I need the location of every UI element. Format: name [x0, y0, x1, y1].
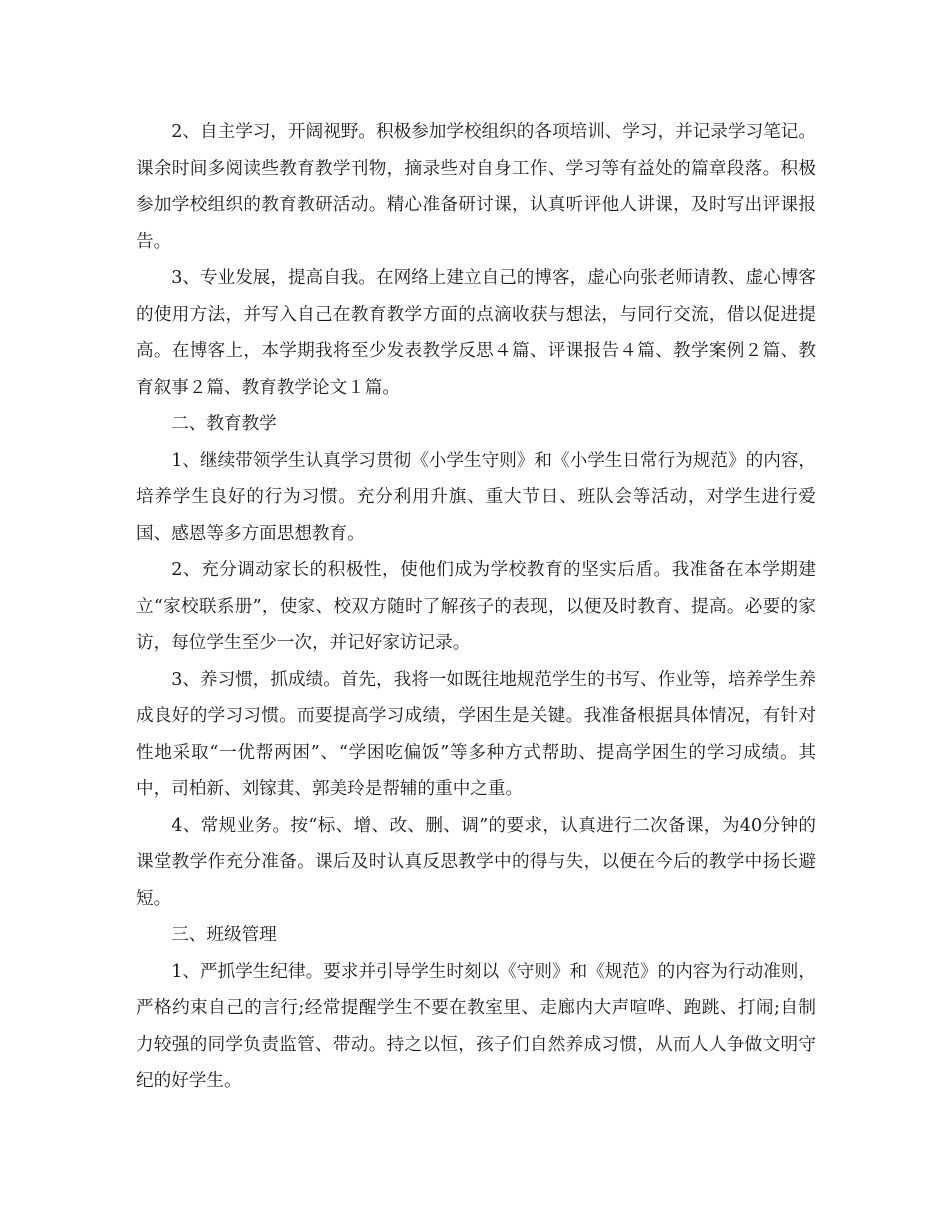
- paragraph-parent-cooperation: 2、充分调动家长的积极性，使他们成为学校教育的坚实后盾。我准备在本学期建立“家校联系册”，使家、校双方随时了解孩子的表现，以便及时教育、提高。必要的家访，每位学生至少一次，并记好家访记录。: [136, 560, 816, 653]
- paragraph-self-study: 2、自主学习，开阔视野。积极参加学校组织的各项培训、学习，并记录学习笔记。课余时间多阅读些教育教学刊物，摘录些对自身工作、学习等有益处的篇章段落。积极参加学校组织的教育教研活动。精心准备研讨课，认真听评他人讲课，及时写出评课报告。: [136, 122, 816, 252]
- paragraph-study-habits: 3、养习惯，抓成绩。首先，我将一如既往地规范学生的书写、作业等，培养学生养成良好的学习习惯。而要提高学习成绩，学困生是关键。我准备根据具体情况，有针对性地采取“一优帮两困”、“学困吃偏饭”等多种方式帮助、提高学困生的学习成绩。其中，司柏新、刘镓萁、郭美玲是帮辅的重中之重。: [136, 669, 816, 799]
- document-body: [136, 114, 816, 1100]
- paragraph-behavior-norms: 1、继续带领学生认真学习贯彻《小学生守则》和《小学生日常行为规范》的内容，培养学生良好的行为习惯。充分利用升旗、重大节日、班队会等活动，对学生进行爱国、感恩等多方面思想教育。: [136, 450, 816, 544]
- paragraph-routine-work: 4、常规业务。按“标、增、改、删、调”的要求，认真进行二次备课，为40分钟的课堂教学作充分准备。课后及时认真反思教学中的得与失，以便在今后的教学中扬长避短。: [136, 815, 816, 909]
- section-heading-teaching: 二、教育教学: [171, 414, 277, 434]
- section-heading-class-management: 三、班级管理: [171, 925, 277, 945]
- paragraph-professional-development: 3、专业发展，提高自我。在网络上建立自己的博客，虚心向张老师请教、虚心博客的使用方法，并写入自己在教育教学方面的点滴收获与想法，与同行交流，借以促进提高。在博客上，本学期我将至少发表教学反思４篇、评课报告４篇、教学案例２篇、教育叙事２篇、教育教学论文１篇。: [136, 268, 816, 398]
- paragraph-discipline: 1、严抓学生纪律。要求并引导学生时刻以《守则》和《规范》的内容为行动准则，严格约束自己的言行;经常提醒学生不要在教室里、走廊内大声喧哗、跑跳、打闹;自制力较强的同学负责监管、带动。持之以恒，孩子们自然养成习惯，从而人人争做文明守纪的好学生。: [136, 961, 816, 1091]
